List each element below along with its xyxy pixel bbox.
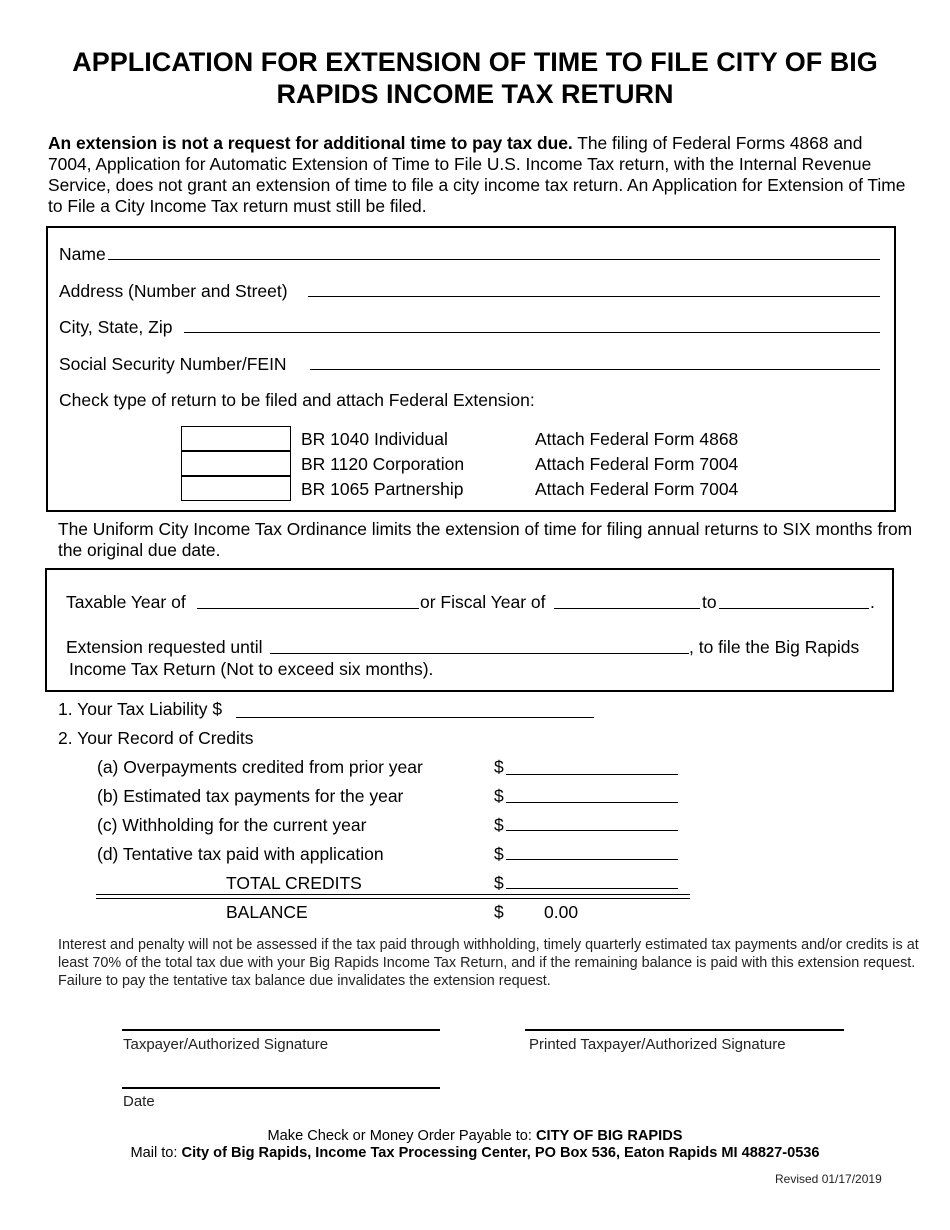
balance-value: 0.00 [544,902,579,922]
tax-liability-field[interactable] [236,717,594,718]
extension-until-field[interactable] [270,653,689,654]
address-field[interactable] [308,296,880,297]
extension-line2: Income Tax Return (Not to exceed six months). [69,659,434,679]
credit-a-label: (a) Overpayments credited from prior year [97,757,423,777]
payable-line [0,1128,950,1144]
city-state-zip-label: City, State, Zip [59,317,173,337]
fiscal-to-label: to [702,592,717,612]
taxable-year-label: Taxable Year of [66,592,186,612]
total-credits-field[interactable] [506,888,678,889]
ordinance-note: The Uniform City Income Tax Ordinance limits the extension of time for filing annual returns to SIX months from the original due date. [58,519,913,560]
credits-label: 2. Your Record of Credits [58,728,254,748]
balance-currency: $ [494,902,504,922]
page-title: APPLICATION FOR EXTENSION OF TIME TO FILE CITY OF BIG RAPIDS INCOME TAX RETURN [72,47,878,109]
date-line[interactable] [122,1087,440,1089]
return-type-br1065: BR 1065 Partnership [301,479,464,499]
name-label: Name [59,244,106,264]
taxpayer-signature-line[interactable] [122,1029,440,1031]
printed-signature-line[interactable] [525,1029,844,1031]
date-label: Date [123,1093,155,1110]
return-type-br1040: BR 1040 Individual [301,429,448,449]
taxable-year-field[interactable] [197,608,419,609]
city-state-zip-field[interactable] [184,332,880,333]
balance-divider [96,894,690,899]
mail-prefix: Mail to: [130,1145,182,1161]
total-credits-label: TOTAL CREDITS [226,873,362,893]
name-field[interactable] [108,259,880,260]
fiscal-year-to-field[interactable] [719,608,869,609]
check-instruction: Check type of return to be filed and attach Federal Extension: [59,390,535,410]
ssn-fein-field[interactable] [310,369,880,370]
ssn-fein-label: Social Security Number/FEIN [59,354,287,374]
tax-liability-label: 1. Your Tax Liability $ [58,699,223,719]
attach-form-4868: Attach Federal Form 4868 [535,429,739,449]
balance-label: BALANCE [226,902,308,922]
payable-prefix: Make Check or Money Order Payable to: [267,1128,536,1144]
taxpayer-signature-label: Taxpayer/Authorized Signature [123,1036,329,1053]
checkbox-br1120[interactable] [181,451,291,476]
total-credits-currency: $ [494,873,504,893]
return-type-br1120: BR 1120 Corporation [301,454,465,474]
checkbox-br1040[interactable] [181,426,291,451]
penalty-note: Interest and penalty will not be assessed if the tax paid through withholding, timely quarterly estimated tax payments and/or credits is at least 70% of the total tax due with your Big Rapids Income Tax Return, and if the remaining balance is paid with this extension request. Failure to pay the tentative tax balance due invalidates the extension request. [58,937,919,989]
credit-c-field[interactable] [506,830,678,831]
intro-paragraph [48,133,908,217]
fiscal-year-from-field[interactable] [554,608,700,609]
mail-line [0,1145,950,1161]
attach-form-7004-partnership: Attach Federal Form 7004 [535,479,739,499]
credit-c-currency: $ [494,815,504,835]
credit-d-label: (d) Tentative tax paid with application [97,844,384,864]
extension-until-label: Extension requested until [66,637,263,657]
revised-date: Revised 01/17/2019 [775,1172,882,1186]
checkbox-br1065[interactable] [181,476,291,501]
intro-bold: An extension is not a request for additional time to pay tax due. [48,133,573,153]
credit-d-currency: $ [494,844,504,864]
credit-a-currency: $ [494,757,504,777]
credit-b-currency: $ [494,786,504,806]
credit-d-field[interactable] [506,859,678,860]
intro-text: The filing of Federal Forms 4868 and 7004, Application for Automatic Extension of Time to File U.S. Income Tax return, with the Internal Revenue Service, does not grant an extension of time to file a city income tax return. An Application for Extension of Time to File a City Income Tax return must still be filed. [48,133,906,216]
credit-b-field[interactable] [506,802,678,803]
credit-c-label: (c) Withholding for the current year [97,815,367,835]
address-label: Address (Number and Street) [59,281,288,301]
period-end: . [870,592,875,612]
printed-signature-label: Printed Taxpayer/Authorized Signature [529,1036,786,1053]
payable-to: CITY OF BIG RAPIDS [535,1128,683,1144]
extension-suffix: , to file the Big Rapids [689,637,860,657]
credit-a-field[interactable] [506,774,678,775]
fiscal-year-label: or Fiscal Year of [420,592,546,612]
mail-address: City of Big Rapids, Income Tax Processing Center, PO Box 536, Eaton Rapids MI 48827-0536 [181,1145,820,1161]
attach-form-7004-corp: Attach Federal Form 7004 [535,454,739,474]
credit-b-label: (b) Estimated tax payments for the year [97,786,404,806]
